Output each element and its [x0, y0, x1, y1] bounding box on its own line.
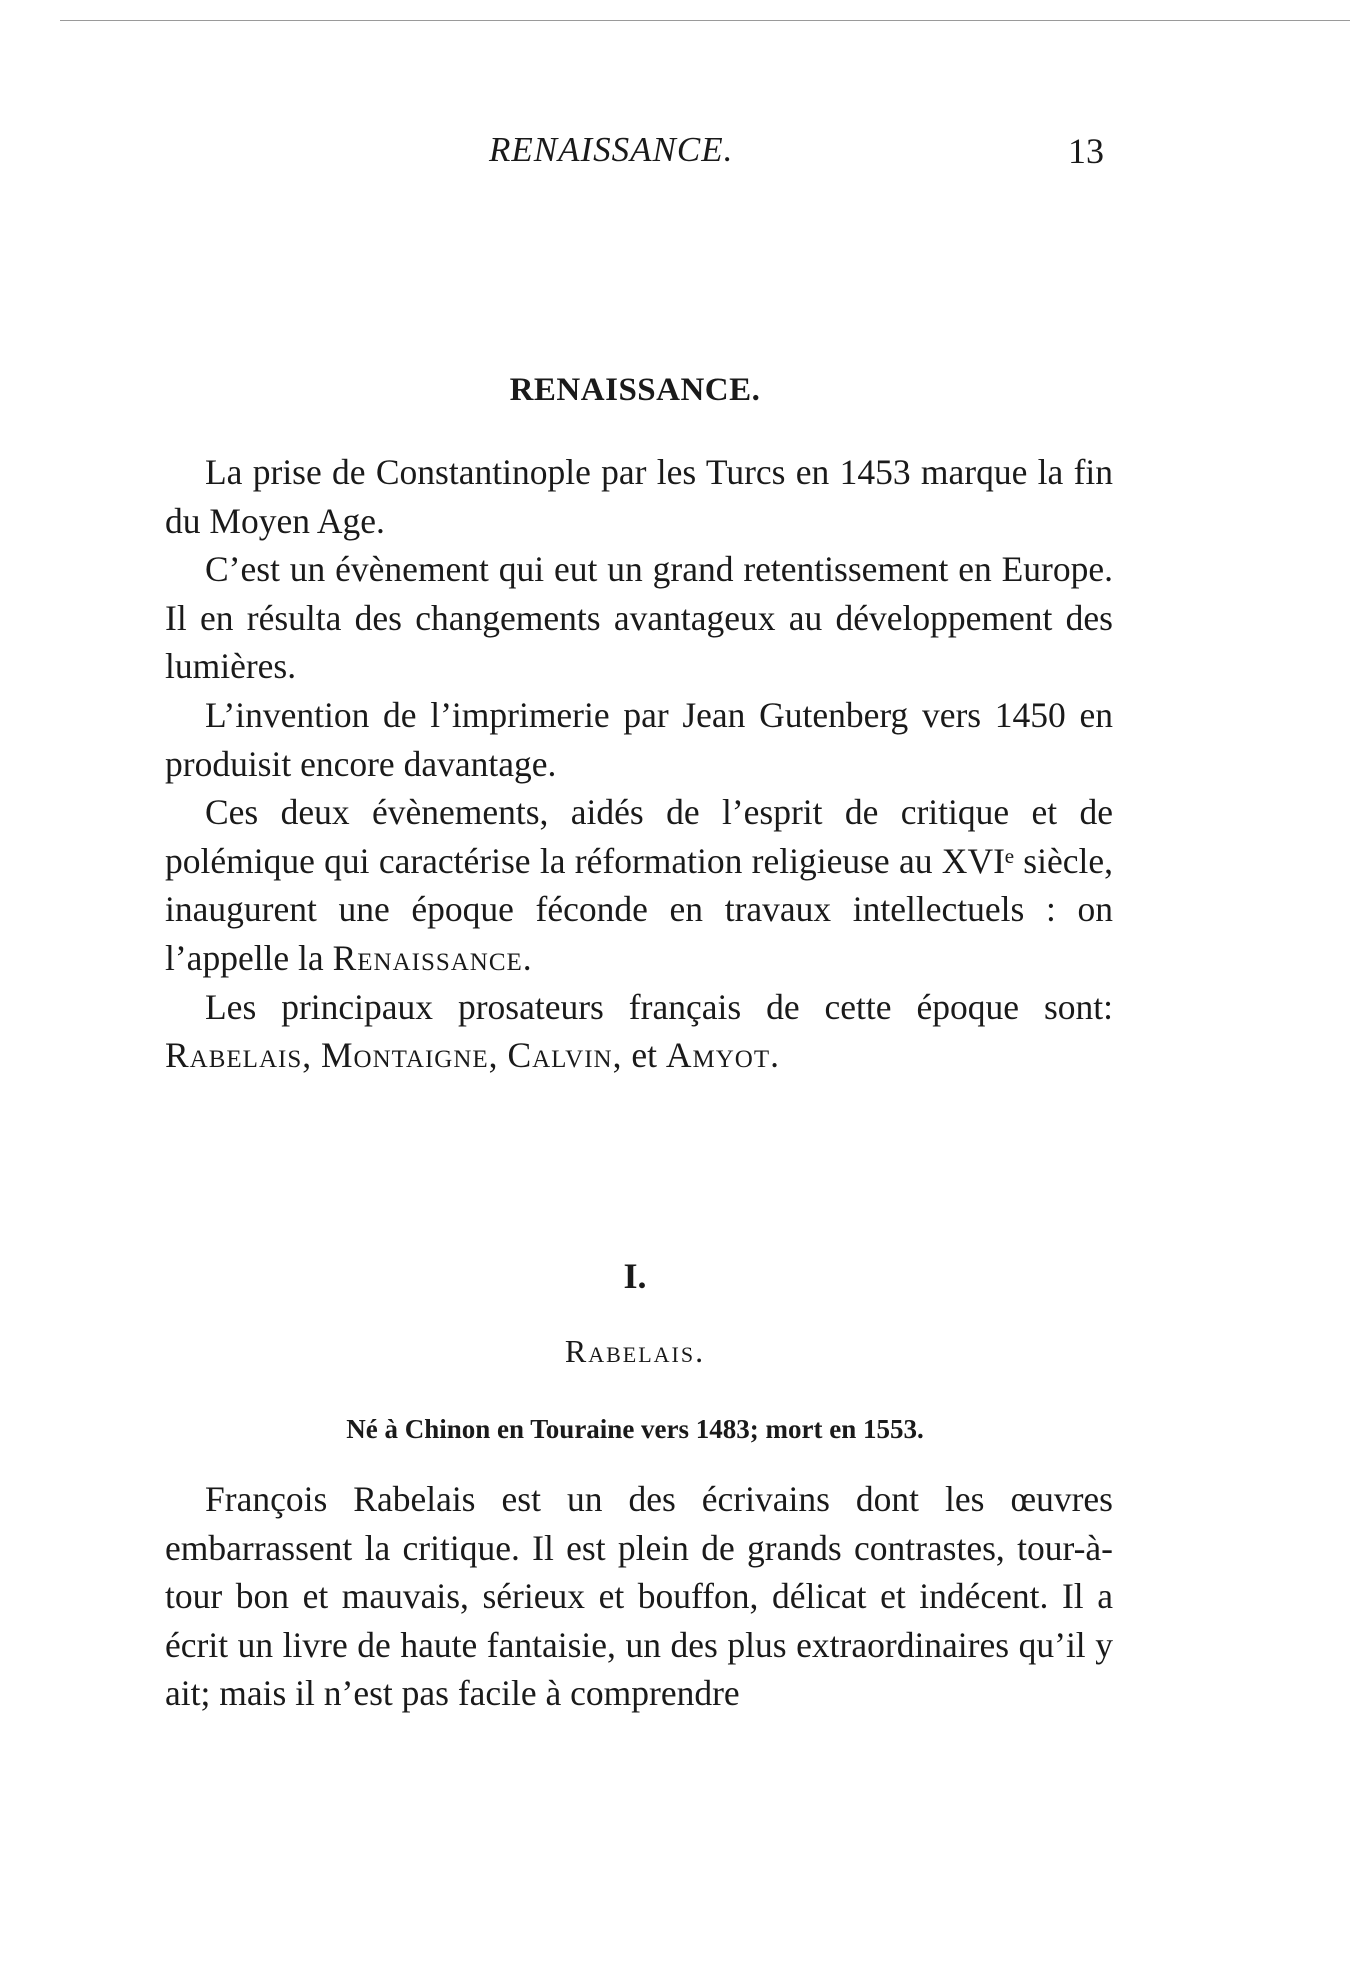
author-calvin: Calvin,	[507, 1035, 623, 1076]
chapter-dates: Né à Chinon en Touraine vers 1483; mort en 1553.	[346, 1414, 924, 1444]
section-body	[165, 448, 1113, 1080]
paragraph-4-text: Ces deux évènements, aidés de l’esprit de critique et de polémique qui caractérise la réformation religieuse au XVIᵉ siècle, inaugurent une époque féconde en travaux intellectuels : on l’appelle la	[165, 792, 1113, 978]
top-rule	[60, 20, 1350, 21]
paragraph-1: La prise de Constantinople par les Turcs en 1453 marque la fin du Moyen Age.	[165, 452, 1113, 541]
renaissance-term: Renaissance.	[332, 937, 533, 978]
paragraph-5	[165, 983, 1113, 1080]
author-amyot: Amyot.	[665, 1035, 780, 1076]
chapter-title: Rabelais.	[564, 1333, 706, 1369]
author-rabelais: Rabelais,	[165, 1035, 313, 1076]
conjunction: et	[631, 1035, 657, 1076]
chapter-paragraph: François Rabelais est un des écrivains dont les œuvres embarrassent la critique. Il est plein de grands contrastes, tour-à-tour bon et mauvais, sérieux et bouffon, délicat et indécent. Il a écrit un livre de haute fantaisie, un des plus extraordinaires qu’il y ait; mais il n’est pas facile à comprendre	[165, 1479, 1113, 1714]
paragraph-3: L’invention de l’imprimerie par Jean Gutenberg vers 1450 en produisit encore davantage.	[165, 694, 1113, 784]
chapter-body	[165, 1475, 1113, 1718]
paragraph-2: C’est un évènement qui eut un grand retentissement en Europe. Il en résulta des changements avantageux au développement des lumières.	[165, 549, 1113, 687]
running-head	[0, 130, 1362, 180]
section-title: RENAISSANCE.	[509, 372, 761, 408]
running-title: RENAISSANCE.	[489, 130, 734, 169]
page-number: 13	[1068, 131, 1104, 171]
author-montaigne: Montaigne,	[320, 1035, 499, 1076]
chapter-number: I.	[623, 1256, 647, 1296]
paragraph-5-text: Les principaux prosateurs français de cette époque sont:	[205, 986, 1113, 1027]
paragraph-4	[165, 788, 1113, 982]
